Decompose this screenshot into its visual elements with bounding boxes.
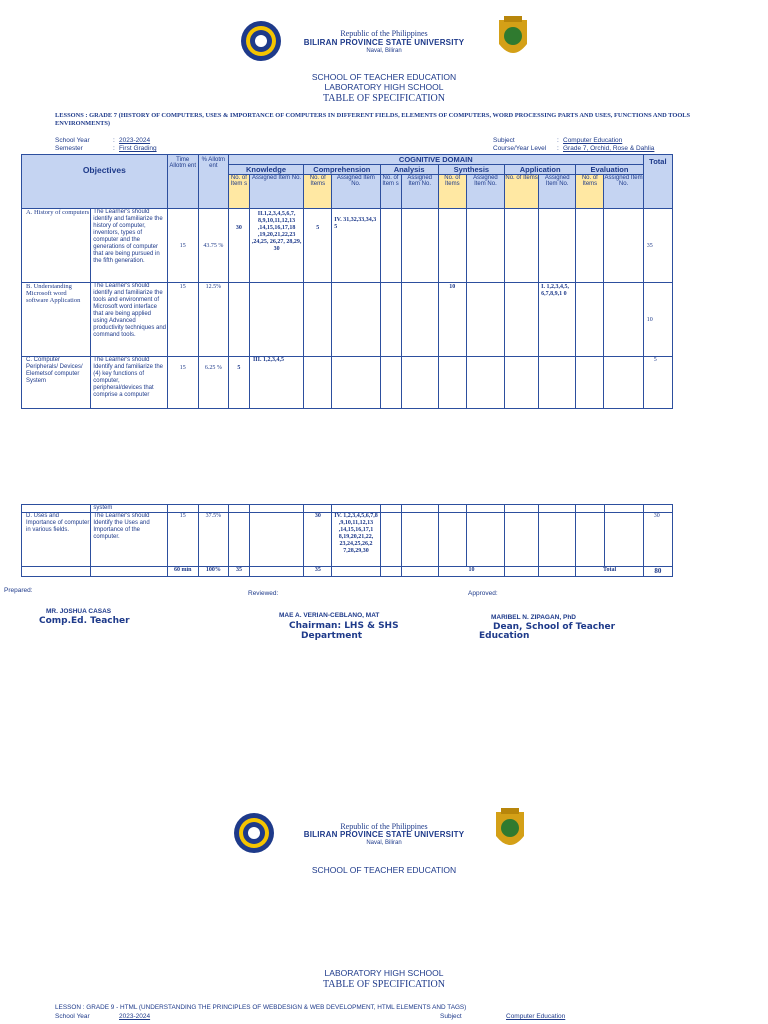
prepared-name: MR. JOSHUA CASAS xyxy=(46,608,112,615)
subject-colon: : xyxy=(557,137,559,144)
topic-cell: A. History of computers xyxy=(22,209,91,283)
table-row xyxy=(22,283,673,357)
table-row xyxy=(22,505,673,513)
total-header-label: Total xyxy=(649,157,667,166)
evaluation-no-items-header: No. of Items xyxy=(576,175,604,209)
approved-name: MARIBEL N. ZIPAGAN, PhD xyxy=(491,614,576,621)
objective-cell: The Learner's should Identify and familiarize the (4) key functions of computer, peripheral/devices that comprise a computer xyxy=(91,357,167,409)
time-cell: 15 xyxy=(167,357,198,409)
approved-title-2: Education xyxy=(479,631,530,641)
analysis-no-cell xyxy=(380,283,401,357)
synthesis-items-cell xyxy=(466,283,504,357)
comprehension-no-cell: 30 xyxy=(304,513,332,567)
evaluation-items-cell xyxy=(604,283,643,357)
semester-label: Semester xyxy=(55,145,83,152)
prepared-label: Prepared: xyxy=(4,587,33,594)
objective-cell: The Learner's should identify and familiarize the history of computer, inventors, types of computer and the generations of computer that are being pursued in the fifth generation. xyxy=(91,209,167,283)
synthesis-items-cell xyxy=(466,357,504,409)
total-cell: 10 xyxy=(643,283,672,357)
evaluation-header: Evaluation xyxy=(576,165,643,175)
synthesis-no-cell xyxy=(438,209,466,283)
course-label: Course/Year Level xyxy=(493,145,547,152)
application-no-cell xyxy=(505,209,539,283)
analysis-items-cell xyxy=(401,357,438,409)
total-pct-cell: 100% xyxy=(198,567,228,577)
subject-block xyxy=(493,137,623,145)
analysis-no-items-header: No. of Item s xyxy=(380,175,401,209)
time-cell: 15 xyxy=(167,513,198,567)
knowledge-assigned-header: Assigned Item No. xyxy=(249,175,303,209)
analysis-items-cell xyxy=(401,209,438,283)
continued-objective-cell: system xyxy=(91,505,167,513)
knowledge-no-cell: 5 xyxy=(228,357,249,409)
semester-block xyxy=(55,145,157,153)
semester-colon: : xyxy=(113,145,115,152)
subject-label-p2: Subject xyxy=(440,1013,462,1020)
university-location-p2: Naval, Biliran xyxy=(366,840,402,846)
analysis-items-cell xyxy=(401,283,438,357)
university-seal-icon xyxy=(240,20,282,62)
tos-table xyxy=(21,154,673,409)
school-name-p2: SCHOOL OF TEACHER EDUCATION xyxy=(311,865,457,875)
evaluation-items-cell xyxy=(604,357,643,409)
university-location: Naval, Biliran xyxy=(366,48,402,54)
table-row xyxy=(22,513,673,567)
synthesis-items-cell xyxy=(466,209,504,283)
approved-title-1: Dean, School of Teacher xyxy=(493,622,616,632)
reviewed-name: MAE A. VERIAN-CEBLANO, MAT xyxy=(279,612,380,619)
synthesis-no-cell: 10 xyxy=(438,283,466,357)
total-cell: 35 xyxy=(643,209,672,283)
subject-label: Subject xyxy=(493,137,515,144)
comprehension-no-cell: 5 xyxy=(304,209,332,283)
school-name: SCHOOL OF TEACHER EDUCATION xyxy=(311,72,457,82)
application-no-items-header: No. of Items xyxy=(505,175,539,209)
comprehension-items-cell: IV. 31,32,33,34,3 5 xyxy=(332,209,380,283)
objective-cell: The Learner's should identify and familiarize the tools and environment of Microsoft word interface that are being applied using Advanced productivity techniques and command tools. xyxy=(91,283,167,357)
evaluation-no-cell xyxy=(576,283,604,357)
page-title: TABLE OF SPECIFICATION xyxy=(323,93,445,104)
total-knowledge-cell: 35 xyxy=(228,567,249,577)
prepared-title: Comp.Ed. Teacher xyxy=(39,616,130,626)
pct-cell: 37.5% xyxy=(198,513,228,567)
knowledge-no-items-header: No. of Item s xyxy=(228,175,249,209)
application-no-cell xyxy=(505,357,539,409)
lessons-line: LESSONS : GRADE 7 (HISTORY OF COMPUTERS, USES & IMPORTANCE OF COMPUTERS IN DIFFERENT FIELDS, ELEMENTS OF COMPUTERS, WORD PROCESSING PARTS AND USES, FUNCTIONS AND TOOLS ENVIRONMENTS) xyxy=(55,112,691,127)
topic-cell: D. Uses and Importance of computer in various fields. xyxy=(22,513,91,567)
pct-cell: 43.75 % xyxy=(198,209,228,283)
school-year-block xyxy=(55,137,151,145)
application-no-cell xyxy=(505,283,539,357)
school-year-label-p2: School Year xyxy=(55,1013,90,1020)
synthesis-header: Synthesis xyxy=(438,165,504,175)
university-seal-icon xyxy=(233,812,275,854)
objective-cell: The Learner's should Identify the Uses and Importance of the computer. xyxy=(91,513,167,567)
evaluation-no-cell xyxy=(576,357,604,409)
total-comprehension-cell: 35 xyxy=(304,567,332,577)
time-allotment-header xyxy=(167,155,198,209)
total-label-cell: Total xyxy=(576,567,643,577)
subject-block-p2 xyxy=(440,1013,566,1021)
time-cell: 15 xyxy=(167,209,198,283)
comprehension-items-cell: IV. 1,2,3,4,5,6,7,8 ,9,10,11,12,13 ,14,15,16,17,1 8,19,20,21,22, 23,24,25,26,2 7,28,29,30 xyxy=(332,513,380,567)
objectives-header-label: Objectives xyxy=(82,165,126,175)
university-name-p2: BILIRAN PROVINCE STATE UNIVERSITY xyxy=(303,830,465,839)
time-allotment-label: Time Allotm ent xyxy=(169,157,197,169)
reviewed-title-1: Chairman: LHS & SHS xyxy=(289,621,399,631)
semester-value: First Grading xyxy=(119,145,157,152)
school-year-label: School Year xyxy=(55,137,90,144)
page-title-p2: TABLE OF SPECIFICATION xyxy=(323,979,445,990)
school-year-block-p2 xyxy=(55,1013,151,1021)
subject-value-p2: Computer Education xyxy=(506,1013,566,1020)
reviewed-title-2: Department xyxy=(301,631,363,641)
lesson-line-p2: LESSON : GRADE 9 - HTML (UNDERSTANDING THE PRINCIPLES OF WEBDESIGN & WEB DEVELOPMENT, HTML ELEMENTS AND TAGS) xyxy=(55,1004,467,1011)
totals-row xyxy=(22,567,673,577)
knowledge-no-cell: 30 xyxy=(228,209,249,283)
application-items-cell xyxy=(539,357,576,409)
grand-total-cell: 80 xyxy=(643,567,672,577)
total-synthesis-cell: 10 xyxy=(438,567,504,577)
topic-cell: C. Computer Peripherals/ Devices/ Elemetsof computer System xyxy=(22,357,91,409)
approved-label: Approved: xyxy=(468,590,498,597)
analysis-no-cell xyxy=(380,209,401,283)
republic-line: Republic of the Philippines xyxy=(340,29,428,38)
total-header xyxy=(643,155,672,209)
application-header: Application xyxy=(505,165,576,175)
total-time-cell: 60 min xyxy=(167,567,198,577)
pct-cell: 6.25 % xyxy=(198,357,228,409)
evaluation-no-cell xyxy=(576,209,604,283)
analysis-assigned-header: Assigned Item No. xyxy=(401,175,438,209)
lab-school-name-p2: LABORATORY HIGH SCHOOL xyxy=(324,968,444,978)
course-colon: : xyxy=(557,145,559,152)
comprehension-items-cell xyxy=(332,283,380,357)
total-cell: 30 xyxy=(643,513,672,567)
subject-value: Computer Education xyxy=(563,137,623,144)
evaluation-items-cell xyxy=(604,209,643,283)
school-crest-icon xyxy=(496,14,530,62)
application-items-cell xyxy=(539,209,576,283)
application-items-cell: I. 1,2,3,4,5, 6,7,8,9,1 0 xyxy=(539,283,576,357)
republic-line-p2: Republic of the Philippines xyxy=(340,822,428,831)
application-assigned-header: Assigned Item No. xyxy=(539,175,576,209)
course-value: Grade 7, Orchid, Rose & Dahlia xyxy=(563,145,655,152)
comprehension-header: Comprehension xyxy=(304,165,380,175)
knowledge-no-cell xyxy=(228,283,249,357)
synthesis-no-items-header: No. of Items xyxy=(438,175,466,209)
school-year-colon: : xyxy=(113,137,115,144)
comprehension-no-cell xyxy=(304,283,332,357)
lab-school-name: LABORATORY HIGH SCHOOL xyxy=(324,82,444,92)
knowledge-items-cell: II.1,2,3,4,5,6,7, 8,9,10,11,12,13 ,14,15,16,17,18 ,19,20,21,22,23 ,24,25, 26,27, 28,29, 30 xyxy=(249,209,303,283)
reviewed-label: Reviewed: xyxy=(248,590,279,597)
pct-cell: 12.5% xyxy=(198,283,228,357)
table-row xyxy=(22,209,673,283)
synthesis-no-cell xyxy=(438,357,466,409)
total-cell: 5 xyxy=(643,357,672,409)
analysis-header: Analysis xyxy=(380,165,438,175)
evaluation-assigned-header: Assigned Item No. xyxy=(604,175,643,209)
university-name: BILIRAN PROVINCE STATE UNIVERSITY xyxy=(303,38,465,47)
school-crest-icon xyxy=(493,806,527,854)
pct-allotment-header xyxy=(198,155,228,209)
knowledge-items-cell: III. 1,2,3,4,5 xyxy=(249,357,303,409)
school-year-value: 2023-2024 xyxy=(119,137,151,144)
tos-table-continued xyxy=(21,504,673,577)
objectives-header xyxy=(22,155,168,209)
synthesis-assigned-header: Assigned Item No. xyxy=(466,175,504,209)
school-year-value-p2: 2023-2024 xyxy=(119,1013,151,1020)
time-cell: 15 xyxy=(167,283,198,357)
analysis-no-cell xyxy=(380,357,401,409)
knowledge-items-cell xyxy=(249,283,303,357)
knowledge-header: Knowledge xyxy=(228,165,303,175)
comprehension-items-cell xyxy=(332,357,380,409)
comprehension-assigned-header: Assigned Item No. xyxy=(332,175,380,209)
cognitive-domain-header: COGNITIVE DOMAIN xyxy=(228,155,643,165)
course-block xyxy=(493,145,655,153)
table-row xyxy=(22,357,673,409)
pct-allotment-label: % Allotm ent xyxy=(201,157,225,169)
comprehension-no-items-header: No. of Items xyxy=(304,175,332,209)
topic-cell: B. Understanding Microsoft word software Application xyxy=(22,283,91,357)
comprehension-no-cell xyxy=(304,357,332,409)
